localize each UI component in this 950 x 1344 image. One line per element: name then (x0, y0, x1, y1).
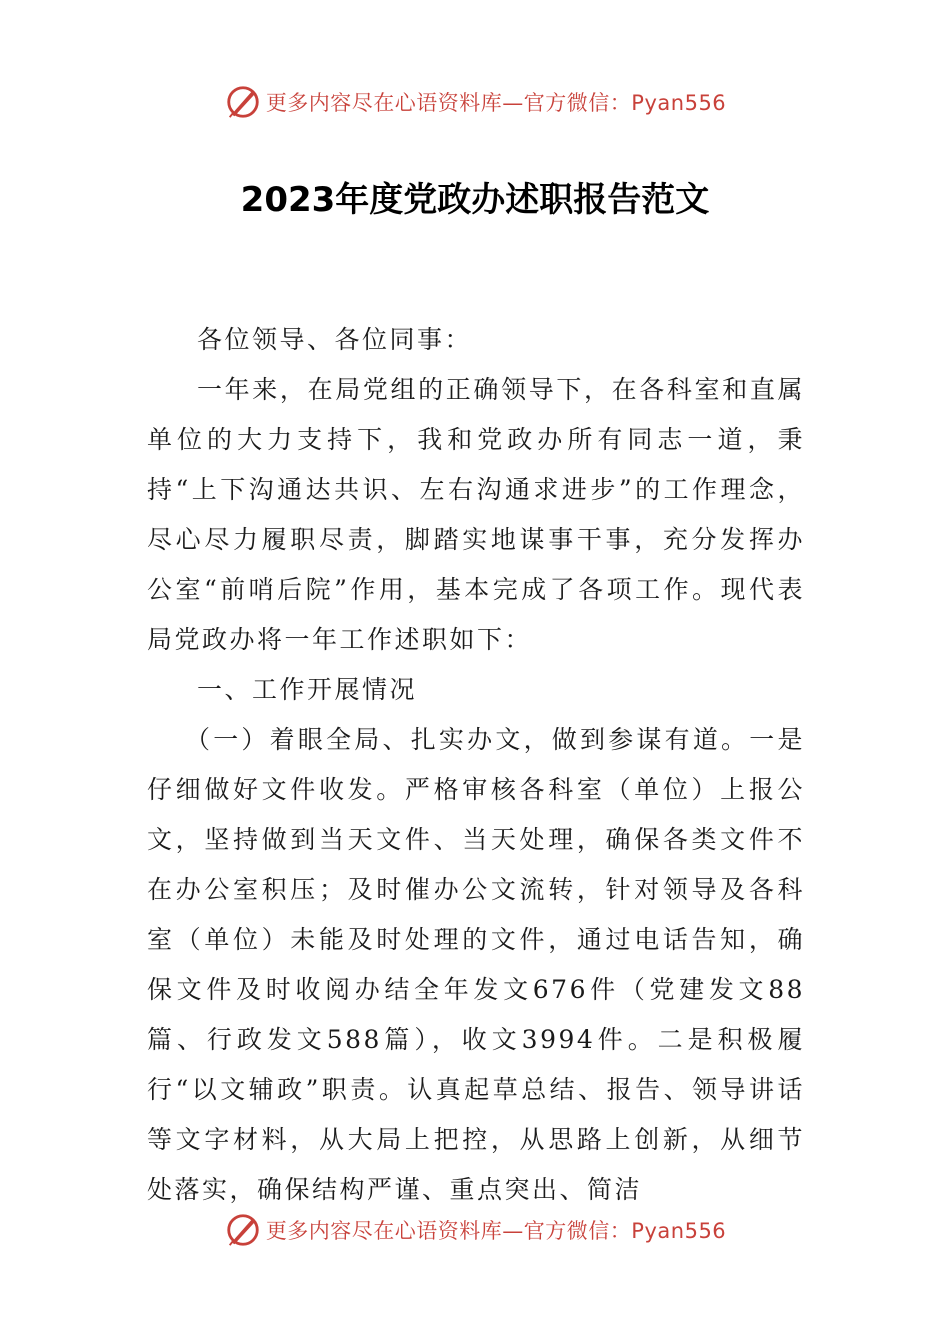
quill-logo-icon (224, 83, 262, 121)
banner-text: 更多内容尽在心语资料库—官方微信：Pyan556 (265, 1219, 727, 1243)
document-title: 2023年度党政办述职报告范文 (240, 180, 710, 220)
paragraph-intro: 一年来，在局党组的正确领导下，在各科室和直属单位的大力支持下，我和党政办所有同志一道，秉持“上下沟通达共识、左右沟通求进步”的工作理念，尽心尽力履职尽责，脚踏实地谋事干事，充分发挥办公室“前哨后院”作用，基本完成了各项工作。现代表局党政办将一年工作述职如下： (147, 375, 805, 654)
document-body (147, 315, 805, 1215)
salutation: 各位领导、各位同事： (197, 325, 473, 354)
section-heading: 一、工作开展情况 (197, 675, 418, 704)
header-banner (0, 82, 950, 122)
footer-banner (0, 1210, 950, 1250)
paragraph-section-1: （一）着眼全局、扎实办文，做到参谋有道。一是仔细做好文件收发。严格审核各科室（单位）上报公文，坚持做到当天文件、当天处理，确保各类文件不在办公室积压；及时催办公文流转，针对领导及各科室（单位）未能及时处理的文件，通过电话告知，确保文件及时收阅办结全年发文676件（党建发文88篇、行政发文588篇），收文3994件。二是积极履行“以文辅政”职责。认真起草总结、报告、领导讲话等文字材料，从大局上把控，从思路上创新，从细节处落实，确保结构严谨、重点突出、简洁 (147, 725, 805, 1204)
banner-text: 更多内容尽在心语资料库—官方微信：Pyan556 (265, 91, 727, 115)
quill-logo-icon (224, 1211, 262, 1249)
